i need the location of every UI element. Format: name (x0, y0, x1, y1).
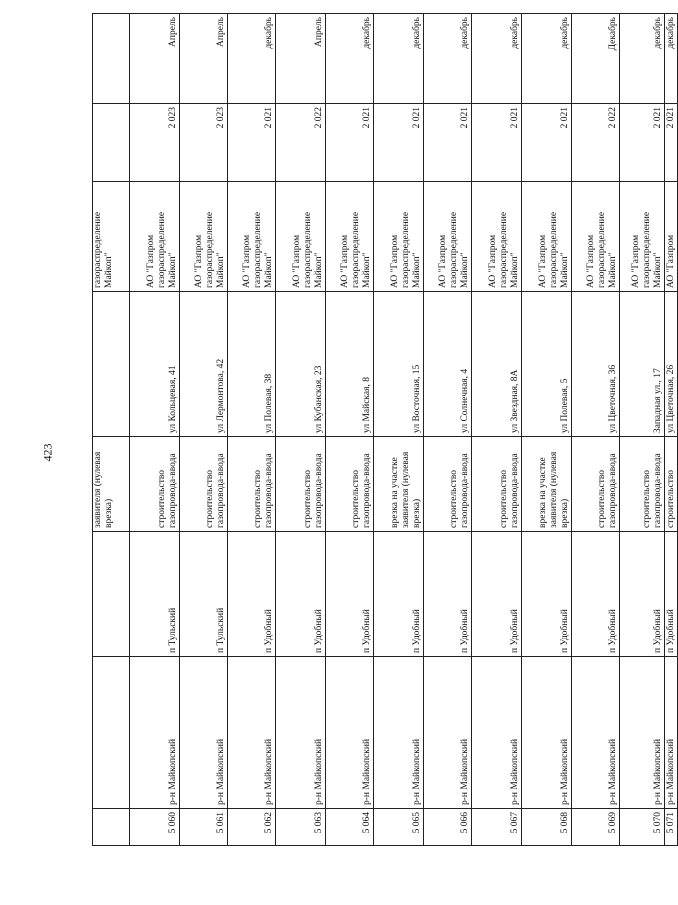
cell-month: Апрель (130, 14, 180, 104)
cell-address: ул Восточная, 15 (374, 292, 424, 437)
cell-id: 5 069 (572, 809, 620, 846)
cell-place: п Удобный (572, 532, 620, 657)
cell-id (93, 809, 130, 846)
cell-id: 5 067 (472, 809, 522, 846)
cell-address: ул Цветочная, 26 (665, 292, 678, 437)
cell-year: 2 022 (572, 104, 620, 182)
cell-place: п Удобный (326, 532, 374, 657)
cell-year: 2 021 (522, 104, 572, 182)
cell-org: АО "Газпром газораспределение Майкоп" (374, 182, 424, 292)
cell-place: п Удобный (374, 532, 424, 657)
cell-place: п Удобный (276, 532, 326, 657)
cell-address (93, 292, 130, 437)
cell-place: п Тульский (180, 532, 228, 657)
table-row (228, 14, 276, 846)
cell-id: 5 061 (180, 809, 228, 846)
cell-org: АО "Газпром газораспределение Майкоп" (130, 182, 180, 292)
table-row (665, 14, 678, 846)
table-body (93, 14, 678, 846)
table-row (276, 14, 326, 846)
table-row (522, 14, 572, 846)
cell-work: строительство газопровода-ввода (326, 437, 374, 532)
rotated-table-frame (92, 14, 676, 846)
cell-address: ул Цветочная, 36 (572, 292, 620, 437)
cell-month: Апрель (276, 14, 326, 104)
cell-district: р-н Майкопский (472, 657, 522, 809)
cell-work: строительство газопровода-ввода (180, 437, 228, 532)
cell-id: 5 070 (620, 809, 665, 846)
cell-work: врезка на участке заявителя (нулевая врезка) (522, 437, 572, 532)
cell-month (93, 14, 130, 104)
cell-org: АО "Газпром газораспределение Майкоп" (572, 182, 620, 292)
cell-year: 2 021 (374, 104, 424, 182)
cell-work: строительство газопровода-ввода (620, 437, 665, 532)
cell-month: декабрь (374, 14, 424, 104)
cell-place (93, 532, 130, 657)
cell-district: р-н Майкопский (572, 657, 620, 809)
cell-place: п Удобный (620, 532, 665, 657)
cell-address: ул Полевая, 38 (228, 292, 276, 437)
table-row (472, 14, 522, 846)
cell-work: строительство газопровода-ввода (424, 437, 472, 532)
table-row (572, 14, 620, 846)
cell-year: 2 022 (276, 104, 326, 182)
cell-org: АО "Газпром газораспределение Майкоп" (522, 182, 572, 292)
table-row (326, 14, 374, 846)
cell-work: заявителя (нулевая врезка) (93, 437, 130, 532)
cell-month: Декабрь (572, 14, 620, 104)
cell-month: Апрель (180, 14, 228, 104)
cell-district (93, 657, 130, 809)
cell-id: 5 062 (228, 809, 276, 846)
cell-month: декабрь (472, 14, 522, 104)
table-row-continued (93, 14, 130, 846)
cell-org: АО "Газпром газораспределение Майкоп" (620, 182, 665, 292)
cell-district: р-н Майкопский (620, 657, 665, 809)
cell-org: АО "Газпром газораспределение Майкоп" (472, 182, 522, 292)
cell-place: п Удобный (424, 532, 472, 657)
cell-place: п Удобный (228, 532, 276, 657)
cell-district: р-н Майкопский (374, 657, 424, 809)
cell-district: р-н Майкопский (180, 657, 228, 809)
cell-work: строительство газопровода-ввода (228, 437, 276, 532)
cell-district: р-н Майкопский (276, 657, 326, 809)
cell-id: 5 064 (326, 809, 374, 846)
cell-district: р-н Майкопский (326, 657, 374, 809)
cell-month: декабрь (620, 14, 665, 104)
cell-year: 2 021 (665, 104, 678, 182)
cell-org: газораспределение Майкоп" (93, 182, 130, 292)
cell-month: декабрь (424, 14, 472, 104)
cell-id: 5 060 (130, 809, 180, 846)
cell-org: АО "Газпром газораспределение Майкоп" (228, 182, 276, 292)
cell-address: ул Лермонтова, 42 (180, 292, 228, 437)
cell-month: декабрь (228, 14, 276, 104)
cell-work: строительство газопровода-ввода (130, 437, 180, 532)
document-table-area (92, 14, 676, 846)
cell-address: ул Звездная, 8А (472, 292, 522, 437)
cell-place: п Тульский (130, 532, 180, 657)
cell-year: 2 023 (130, 104, 180, 182)
cell-org: АО "Газпром газораспределение Майкоп" (180, 182, 228, 292)
cell-district: р-н Майкопский (424, 657, 472, 809)
cell-year (93, 104, 130, 182)
cell-work: строительство газопровода-ввода (276, 437, 326, 532)
gas-connection-table (92, 13, 678, 846)
cell-id: 5 066 (424, 809, 472, 846)
cell-year: 2 021 (472, 104, 522, 182)
cell-address: ул Полевая, 5 (522, 292, 572, 437)
cell-address: ул Кубанская, 23 (276, 292, 326, 437)
cell-district: р-н Майкопский (522, 657, 572, 809)
cell-month: декабрь (326, 14, 374, 104)
table-row (180, 14, 228, 846)
cell-address: ул Солнечная, 4 (424, 292, 472, 437)
cell-id: 5 071 (665, 809, 678, 846)
cell-district: р-н Майкопский (228, 657, 276, 809)
cell-district: р-н Майкопский (665, 657, 678, 809)
cell-org: АО "Газпром газораспределение Майкоп" (424, 182, 472, 292)
cell-address: Западная ул., 17 (620, 292, 665, 437)
page-number: 423 (40, 443, 55, 462)
cell-year: 2 023 (180, 104, 228, 182)
table-row (130, 14, 180, 846)
cell-org: АО "Газпром газораспределение Майкоп" (326, 182, 374, 292)
cell-year: 2 021 (326, 104, 374, 182)
cell-id: 5 065 (374, 809, 424, 846)
cell-year: 2 021 (228, 104, 276, 182)
table-row (424, 14, 472, 846)
cell-address: ул Майская, 8 (326, 292, 374, 437)
cell-org: АО "Газпром газораспределение Майкоп" (276, 182, 326, 292)
cell-place: п Удобный (472, 532, 522, 657)
cell-id: 5 063 (276, 809, 326, 846)
table-row (620, 14, 665, 846)
cell-month: декабрь (522, 14, 572, 104)
cell-org: АО "Газпром (665, 182, 678, 292)
cell-work: строительство (665, 437, 678, 532)
cell-year: 2 021 (620, 104, 665, 182)
cell-month: декабрь (665, 14, 678, 104)
cell-work: строительство газопровода-ввода (572, 437, 620, 532)
cell-place: п Удобный (665, 532, 678, 657)
table-row (374, 14, 424, 846)
cell-district: р-н Майкопский (130, 657, 180, 809)
cell-work: строительство газопровода-ввода (472, 437, 522, 532)
cell-year: 2 021 (424, 104, 472, 182)
cell-place: п Удобный (522, 532, 572, 657)
cell-address: ул Кольцевая, 41 (130, 292, 180, 437)
cell-id: 5 068 (522, 809, 572, 846)
cell-work: врезка на участке заявителя (нулевая врезка) (374, 437, 424, 532)
